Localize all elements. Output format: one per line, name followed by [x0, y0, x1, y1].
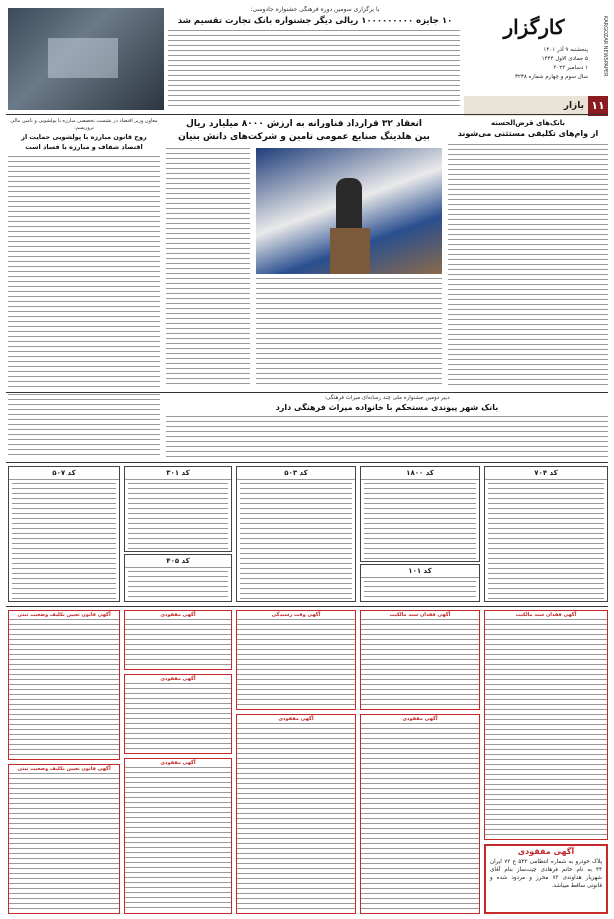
ad-body	[9, 773, 119, 911]
ad-missing-2	[360, 714, 480, 914]
code-box-101	[360, 564, 480, 602]
code-box-301	[124, 466, 232, 552]
main-story-headline-2: بین هلدینگ صنایع عمومی تامین و شرکت‌های دانش بنیان	[178, 132, 430, 142]
code-body	[364, 483, 476, 561]
code-body	[128, 571, 228, 601]
code-body	[488, 483, 604, 601]
left-mid-body	[448, 144, 608, 388]
code-label: کد ۴۰۵	[125, 555, 231, 568]
top-story-kicker: با برگزاری سومین دوره فرهنگی جشنواره جادوسی:	[250, 6, 380, 13]
divider	[6, 114, 608, 115]
top-story-headline: ۱۰ جایزه ۱۰۰۰۰۰۰۰۰۰ ریالی دیگر جشنواره بانک تجارت تقسیم شد	[177, 16, 453, 26]
issue-number: سال سوم و چهارم شماره ۳۲۳۸	[514, 74, 588, 80]
ad-title: آگهی وقت رسیدگی	[271, 612, 321, 618]
code-box-507	[8, 466, 120, 602]
right-story-headline-2: اقتصاد شفاف و مبارزه با فساد است	[25, 143, 143, 151]
ad-body: پلاک خودرو به شماره انتظامی ۵۴۳ ع ۷۲ ایران ۴۴ به نام خانم فرهادی چیت‌ساز بنام آقای شهریار هداوندی ۷۳ محرز و مردود شده و قانونی ساقط میباشد.	[490, 859, 602, 889]
ad-title: آگهی قانون تعیین تکلیف وضعیت ثبتی	[17, 766, 111, 772]
ad-title: آگهی مفقودی	[278, 716, 314, 722]
ad-missing-3	[236, 610, 356, 710]
issue-info	[470, 46, 588, 82]
top-story-body	[168, 30, 460, 108]
ad-missing-4	[236, 714, 356, 914]
code-label: کد ۳۰۱	[125, 467, 231, 480]
ad-title: آگهی مفقودی	[160, 612, 196, 618]
code-label: کد ۷۰۴	[485, 467, 607, 480]
ad-registration-1	[8, 610, 120, 760]
issue-gregorian-date: ۱ دسامبر ۲۰۲۲	[553, 65, 588, 71]
code-box-405	[124, 554, 232, 602]
issue-hijri-date: ۵ جمادی الاول ۱۴۴۴	[541, 56, 588, 62]
podium	[330, 228, 370, 274]
culture-story-body-extra	[8, 394, 160, 458]
code-body	[364, 581, 476, 601]
ad-title: آگهی مفقودی	[517, 847, 575, 856]
code-body	[128, 483, 228, 551]
ad-missing-5	[124, 610, 232, 670]
right-story-body	[8, 156, 160, 388]
ad-title: آگهی مفقودی	[402, 716, 438, 722]
newspaper-logo: کارگزار	[503, 15, 565, 39]
ad-ownership-loss	[484, 610, 608, 840]
culture-story-kicker: دبیر دومین جشنواره ملی چند رسانه‌ای میراث فرهنگی:	[324, 395, 450, 401]
ad-body	[125, 767, 231, 911]
code-box-503	[236, 466, 356, 602]
ad-body	[361, 723, 479, 911]
culture-story-body	[166, 416, 608, 458]
ad-body	[125, 683, 231, 751]
ad-title: آگهی فقدان سند مالکیت	[389, 612, 451, 618]
ad-missing-6	[124, 674, 232, 754]
ad-body	[485, 619, 607, 835]
right-story-kicker: معاون وزیر اقتصاد در نشست تخصصی مبارزه با پولشویی و تامین مالی تروریسم:	[10, 118, 158, 131]
ad-registration-2	[8, 764, 120, 914]
code-box-1800	[360, 466, 480, 562]
right-story	[8, 118, 160, 388]
code-label: کد ۱۸۰۰	[361, 467, 479, 480]
section-label: بازار	[464, 96, 588, 116]
main-story-body-right	[256, 278, 442, 386]
main-story-body-left	[166, 148, 250, 386]
ad-title: آگهی فقدان سند مالکیت	[515, 612, 577, 618]
ad-body	[9, 619, 119, 757]
right-story-headline-1: روح قانون مبارزه با پولشویی حمایت از	[21, 133, 147, 141]
main-story-headline-1: انعقاد ۳۲ قرارداد فناورانه به ارزش ۸۰۰۰ میلیارد ریال	[185, 119, 423, 129]
code-label: کد ۱۰۱	[361, 565, 479, 578]
code-box-704	[484, 466, 608, 602]
ad-body	[237, 723, 355, 911]
left-mid-headline: از وام‌های تکلیفی مستثنی می‌شوند	[457, 129, 599, 138]
main-story	[166, 118, 442, 388]
divider	[6, 392, 608, 393]
photo-stage-icon	[48, 38, 118, 78]
code-label: کد ۵۰۷	[9, 467, 119, 480]
culture-story	[166, 394, 608, 458]
newspaper-latin-name: KARGOZAR NEWSPAPER	[602, 16, 608, 77]
ad-title: آگهی مفقودی	[160, 760, 196, 766]
ad-missing-7	[124, 758, 232, 914]
divider	[6, 606, 608, 607]
page-number: ۱۱	[588, 96, 608, 116]
ad-missing-1	[360, 610, 480, 710]
ad-title: آگهی مفقودی	[160, 676, 196, 682]
left-mid-kicker: بانک‌های قرض‌الحسنه	[490, 119, 566, 127]
masthead	[468, 8, 608, 112]
divider	[6, 462, 608, 463]
ad-title: آگهی قانون تعیین تکلیف وضعیت ثبتی	[17, 612, 111, 618]
issue-date: پنجشنبه ۹ آذر ۱۴۰۱	[543, 47, 588, 53]
code-label: کد ۵۰۳	[237, 467, 355, 480]
ad-body	[361, 619, 479, 707]
culture-story-headline: بانک شهر پیوندی مستحکم با خانواده میراث فرهنگی دارد	[275, 403, 499, 412]
left-mid-story	[448, 118, 608, 388]
main-story-photo	[256, 148, 442, 274]
code-body	[240, 483, 352, 601]
top-story-photo	[8, 8, 164, 110]
code-body	[12, 483, 116, 601]
ad-body	[237, 619, 355, 707]
ad-body	[125, 619, 231, 667]
ad-missing-big	[484, 844, 608, 914]
